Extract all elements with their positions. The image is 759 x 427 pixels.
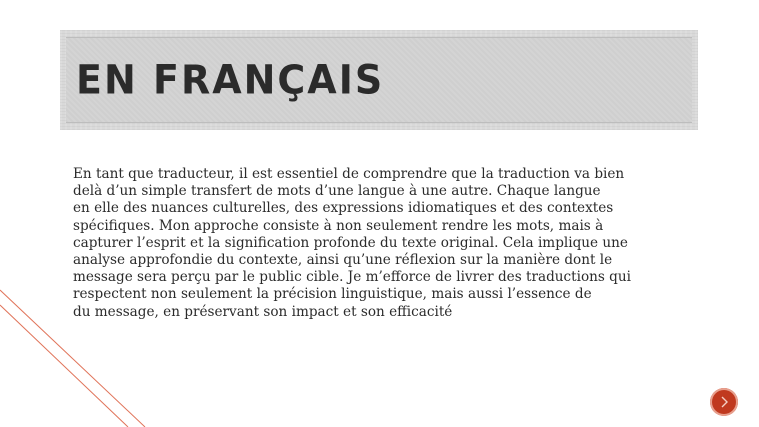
body-line: spécifiques. Mon approche consiste à non seulement rendre les mots, mais à — [73, 217, 604, 234]
body-line: message sera perçu par le public cible. Je m’efforce de livrer des traductions qui — [73, 269, 631, 286]
decorative-line — [0, 305, 128, 427]
body-line: respectent non seulement la précision linguistique, mais aussi l’essence de — [73, 286, 592, 303]
title-banner-inner — [66, 37, 692, 123]
arrow-icon — [710, 388, 738, 416]
next-slide-button[interactable] — [710, 388, 738, 416]
body-line: delà d’un simple transfert de mots d’une langue à une autre. Chaque langue — [73, 183, 601, 200]
body-line: analyse approfondie du contexte, ainsi qu’une réflexion sur la manière dont le — [73, 252, 613, 269]
title-banner — [60, 30, 698, 130]
body-line: capturer l’esprit et la signification profonde du texte original. Cela implique une — [73, 234, 628, 251]
body-line: en elle des nuances culturelles, des expressions idiomatiques et des contextes — [73, 200, 614, 217]
slide-body — [73, 166, 693, 321]
slide-title: EN FRANÇAIS — [76, 56, 385, 104]
body-line: du message, en préservant son impact et son efficacité — [73, 303, 453, 320]
body-line: En tant que traducteur, il est essentiel de comprendre que la traduction va bien — [73, 166, 625, 182]
